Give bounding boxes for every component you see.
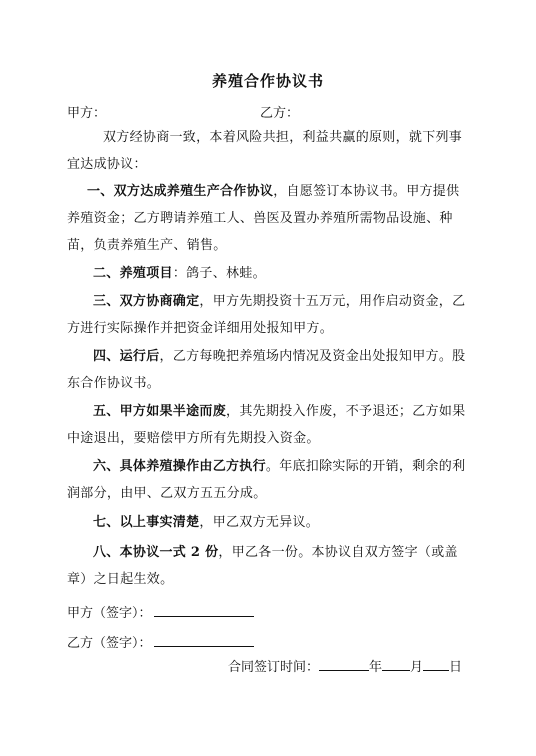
signing-date-label: 合同签订时间： xyxy=(228,660,320,675)
intro-paragraph: 双方经协商一致，本着风险共担，利益共赢的原则，就下列事宜达成协议： xyxy=(67,130,463,172)
signature-a-label: 甲方（签字）： xyxy=(67,606,152,621)
clause-4 xyxy=(67,343,472,397)
clause-5-head: 五、甲方如果半途而废 xyxy=(93,404,227,419)
clause-5-body: ，其先期投入作废，不予退还；乙方如果中途退出，要赔偿甲方所有先期投入资金。 xyxy=(67,404,466,446)
clause-3-body: ，甲方先期投资十五万元，用作启动资金，乙方进行实际操作并把资金详细用处报知甲方。 xyxy=(67,294,466,336)
signing-date-row xyxy=(228,656,462,675)
clause-6 xyxy=(67,453,472,507)
clause-7 xyxy=(67,509,472,536)
clause-7-head: 七、以上事实清楚 xyxy=(93,515,200,530)
year-field[interactable] xyxy=(319,658,369,671)
clause-4-head: 四、运行后 xyxy=(93,349,160,364)
clause-8 xyxy=(67,539,472,593)
year-label: 年 xyxy=(369,660,383,675)
clause-1-head: 一、双方达成养殖生产合作协议 xyxy=(87,184,274,199)
clause-1 xyxy=(67,178,472,259)
clause-6-body: 。年底扣除实际的开销，剩余的利润部分，由甲、乙双方五五分成。 xyxy=(67,459,466,501)
signature-a-row xyxy=(67,602,254,621)
signature-b-row xyxy=(67,632,254,651)
day-label: 日 xyxy=(449,660,463,675)
clause-2 xyxy=(67,260,472,287)
clause-8-body: ，甲乙各一份。本协议自双方签字（或盖章）之日起生效。 xyxy=(67,545,458,587)
day-field[interactable] xyxy=(423,658,449,671)
clause-4-body: ，乙方每晚把养殖场内情况及资金出处报知甲方。股东合作协议书。 xyxy=(67,349,466,391)
party-b-label: 乙方： xyxy=(260,106,300,121)
clause-2-head: 二、养殖项目 xyxy=(93,266,173,281)
clause-8-head: 八、本协议一式 2 份 xyxy=(93,545,219,560)
clause-5 xyxy=(67,398,472,452)
clause-7-body: ，甲乙双方无异议。 xyxy=(199,515,320,530)
month-label: 月 xyxy=(410,660,424,675)
clause-6-head: 六、具体养殖操作由乙方执行 xyxy=(93,459,266,474)
clause-3-head: 三、双方协商确定 xyxy=(93,294,200,309)
signature-a-field[interactable] xyxy=(154,604,254,617)
clause-1-body: ，自愿签订本协议书。甲方提供养殖资金；乙方聘请养殖工人、兽医及置办养殖所需物品设施、种苗，负责养殖生产、销售。 xyxy=(67,184,460,253)
clause-2-body: ：鸽子、林蛙。 xyxy=(172,266,266,281)
document-title: 养殖合作协议书 xyxy=(211,72,324,90)
clause-3 xyxy=(67,288,472,342)
month-field[interactable] xyxy=(382,658,410,671)
party-a-label: 甲方： xyxy=(67,106,107,121)
signature-b-label: 乙方（签字）： xyxy=(67,636,152,651)
signature-b-field[interactable] xyxy=(154,634,254,647)
